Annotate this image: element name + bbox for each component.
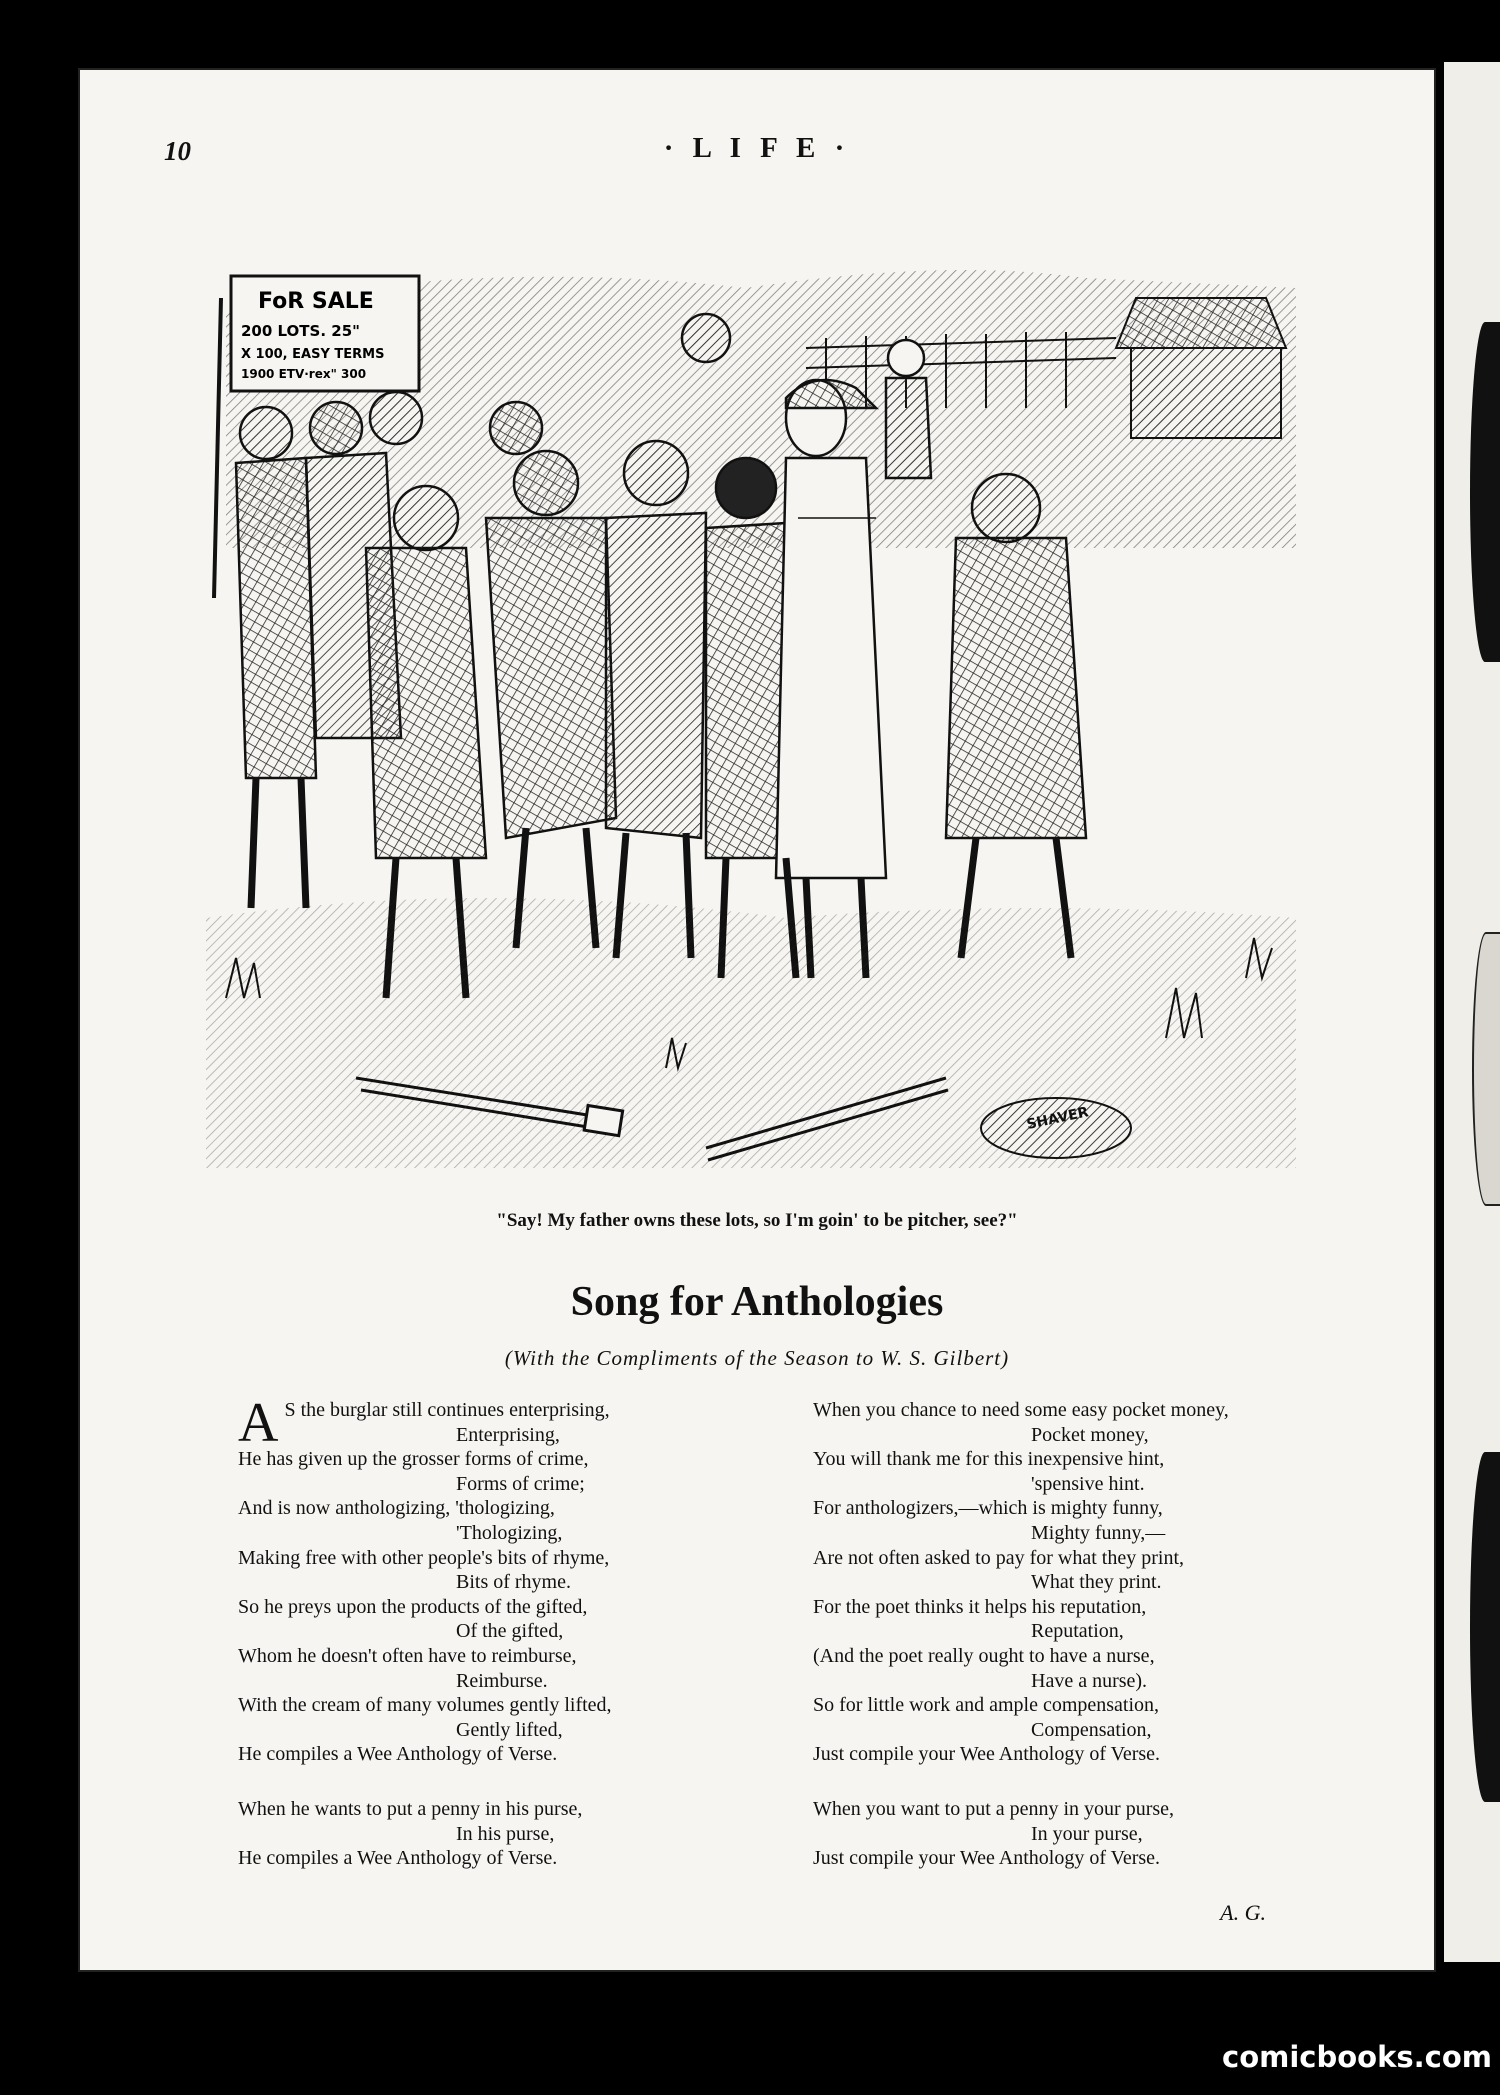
poem-line: [238, 1693, 758, 1718]
poem-line: [813, 1797, 1333, 1822]
poem-line-text: Gently lifted,: [456, 1718, 563, 1741]
poem-line-text: He compiles a Wee Anthology of Verse.: [238, 1743, 558, 1766]
poem-line-text: 'spensive hint.: [1031, 1472, 1145, 1495]
poem-line-text: Enterprising,: [456, 1423, 560, 1446]
magazine-page: [78, 68, 1436, 1972]
poem-column-left: [238, 1392, 758, 1871]
cartoon-illustration: [186, 218, 1326, 1178]
poem-line-text: He compiles a Wee Anthology of Verse.: [238, 1847, 558, 1870]
poem-line-text: Reimburse.: [456, 1669, 548, 1692]
poem-line-text: Are not often asked to pay for what they print,: [813, 1546, 1185, 1569]
poem-line-text: You will thank me for this inexpensive hint,: [813, 1448, 1165, 1471]
poem-line: [813, 1718, 1333, 1743]
poem-line-text: Compensation,: [1031, 1718, 1152, 1741]
poem-line-text: Just compile your Wee Anthology of Verse.: [813, 1743, 1161, 1766]
poem-line-text: Of the gifted,: [456, 1620, 564, 1643]
poem-line-text: Making free with other people's bits of rhyme,: [238, 1546, 610, 1569]
sign-line: 200 LOTS. 25": [241, 322, 360, 340]
poem-line-text: So he preys upon the products of the gifted,: [238, 1595, 588, 1618]
poem-line: [813, 1619, 1333, 1644]
adjacent-page-illustration: [1470, 322, 1500, 662]
poem-line: [813, 1846, 1333, 1871]
poem-line: [238, 1447, 758, 1472]
poem-line-text: So for little work and ample compensation,: [813, 1694, 1160, 1717]
poem-subtitle: (With the Compliments of the Season to W. S. Gilbert): [504, 1346, 1010, 1370]
poem-line: [238, 1546, 758, 1571]
site-watermark: comicbooks.com: [1222, 2040, 1492, 2074]
poem-line: [813, 1447, 1333, 1472]
poem-line-text: In his purse,: [456, 1822, 555, 1845]
poem-line: [813, 1595, 1333, 1620]
poem-line-text: Forms of crime;: [456, 1472, 585, 1495]
poem-line: [238, 1423, 758, 1448]
poem-line: [813, 1644, 1333, 1669]
stanza-break: [238, 1767, 758, 1797]
poem-line-text: He has given up the grosser forms of crime,: [238, 1448, 589, 1471]
cartoon-caption: "Say! My father owns these lots, so I'm goin' to be pitcher, see?": [496, 1210, 1018, 1231]
poem-line-text: When you want to put a penny in your purse,: [813, 1797, 1175, 1820]
poem-line: [813, 1423, 1333, 1448]
poem-line: [238, 1797, 758, 1822]
poem-line-text: With the cream of many volumes gently lifted,: [238, 1694, 612, 1717]
adjacent-page-illustration: [1472, 932, 1500, 1206]
poem-line: [238, 1846, 758, 1871]
poem-line: [238, 1496, 758, 1521]
poem-line: [238, 1521, 758, 1546]
poem-line-text: S the burglar still continues enterprising,: [284, 1399, 610, 1421]
sign-line: 1900 ETV·rex" 300: [241, 367, 367, 381]
barn: [1116, 298, 1286, 438]
poem-line-text: Have a nurse).: [1031, 1669, 1148, 1692]
poem-line-text: (And the poet really ought to have a nurse,: [813, 1644, 1155, 1667]
poem-line-text: Mighty funny,—: [1031, 1521, 1166, 1544]
page-number: 10: [164, 136, 191, 166]
stanza-break: [813, 1767, 1333, 1797]
poem-line: [813, 1742, 1333, 1767]
poem-line-text: When you chance to need some easy pocket money,: [813, 1399, 1229, 1421]
artist-signature: SHAVER: [1025, 1104, 1091, 1134]
poem-line: [238, 1472, 758, 1497]
author-initials: A. G.: [1220, 1900, 1266, 1925]
adjacent-page-illustration: [1470, 1452, 1500, 1802]
poem-line-text: For the poet thinks it helps his reputation,: [813, 1595, 1147, 1618]
poem-line-text: Whom he doesn't often have to reimburse,: [238, 1644, 577, 1667]
poem-line: [813, 1398, 1333, 1423]
running-head: · L I F E ·: [663, 132, 851, 164]
poem-line: [238, 1822, 758, 1847]
poem-line: [238, 1718, 758, 1743]
poem-line: [238, 1619, 758, 1644]
poem-line: [238, 1398, 758, 1423]
poem-line: [813, 1521, 1333, 1546]
poem-line: [813, 1546, 1333, 1571]
poem-line-text: 'Thologizing,: [456, 1521, 563, 1544]
poem-line-text: In your purse,: [1031, 1822, 1143, 1845]
poem-line: [238, 1669, 758, 1694]
poem-line: [238, 1742, 758, 1767]
poem-line-text: When he wants to put a penny in his purse,: [238, 1797, 583, 1820]
poem-line-text: What they print.: [1031, 1571, 1162, 1594]
poem-line: [813, 1570, 1333, 1595]
poem-line: [238, 1595, 758, 1620]
poem-line: [813, 1822, 1333, 1847]
poem-line-text: Just compile your Wee Anthology of Verse.: [813, 1847, 1161, 1870]
poem-line: [238, 1570, 758, 1595]
poem-line-text: For anthologizers,—which is mighty funny,: [813, 1497, 1163, 1520]
poem-line-text: And is now anthologizing, 'thologizing,: [238, 1497, 555, 1520]
poem-column-right: [813, 1398, 1333, 1871]
poem-line: [813, 1472, 1333, 1497]
adjacent-page-edge: [1444, 62, 1500, 1962]
poem-line-text: Bits of rhyme.: [456, 1571, 571, 1594]
sign-line: FoR SALE: [258, 289, 374, 314]
poem-line: [813, 1669, 1333, 1694]
poem-line: [813, 1693, 1333, 1718]
poem-title: Song for Anthologies: [570, 1279, 944, 1325]
drop-cap: A: [238, 1392, 279, 1454]
poem-line: [238, 1644, 758, 1669]
poem-line-text: Pocket money,: [1031, 1423, 1149, 1446]
sign-line: X 100, EASY TERMS: [241, 347, 385, 362]
poem-line: [813, 1496, 1333, 1521]
poem-line-text: Reputation,: [1031, 1620, 1124, 1643]
